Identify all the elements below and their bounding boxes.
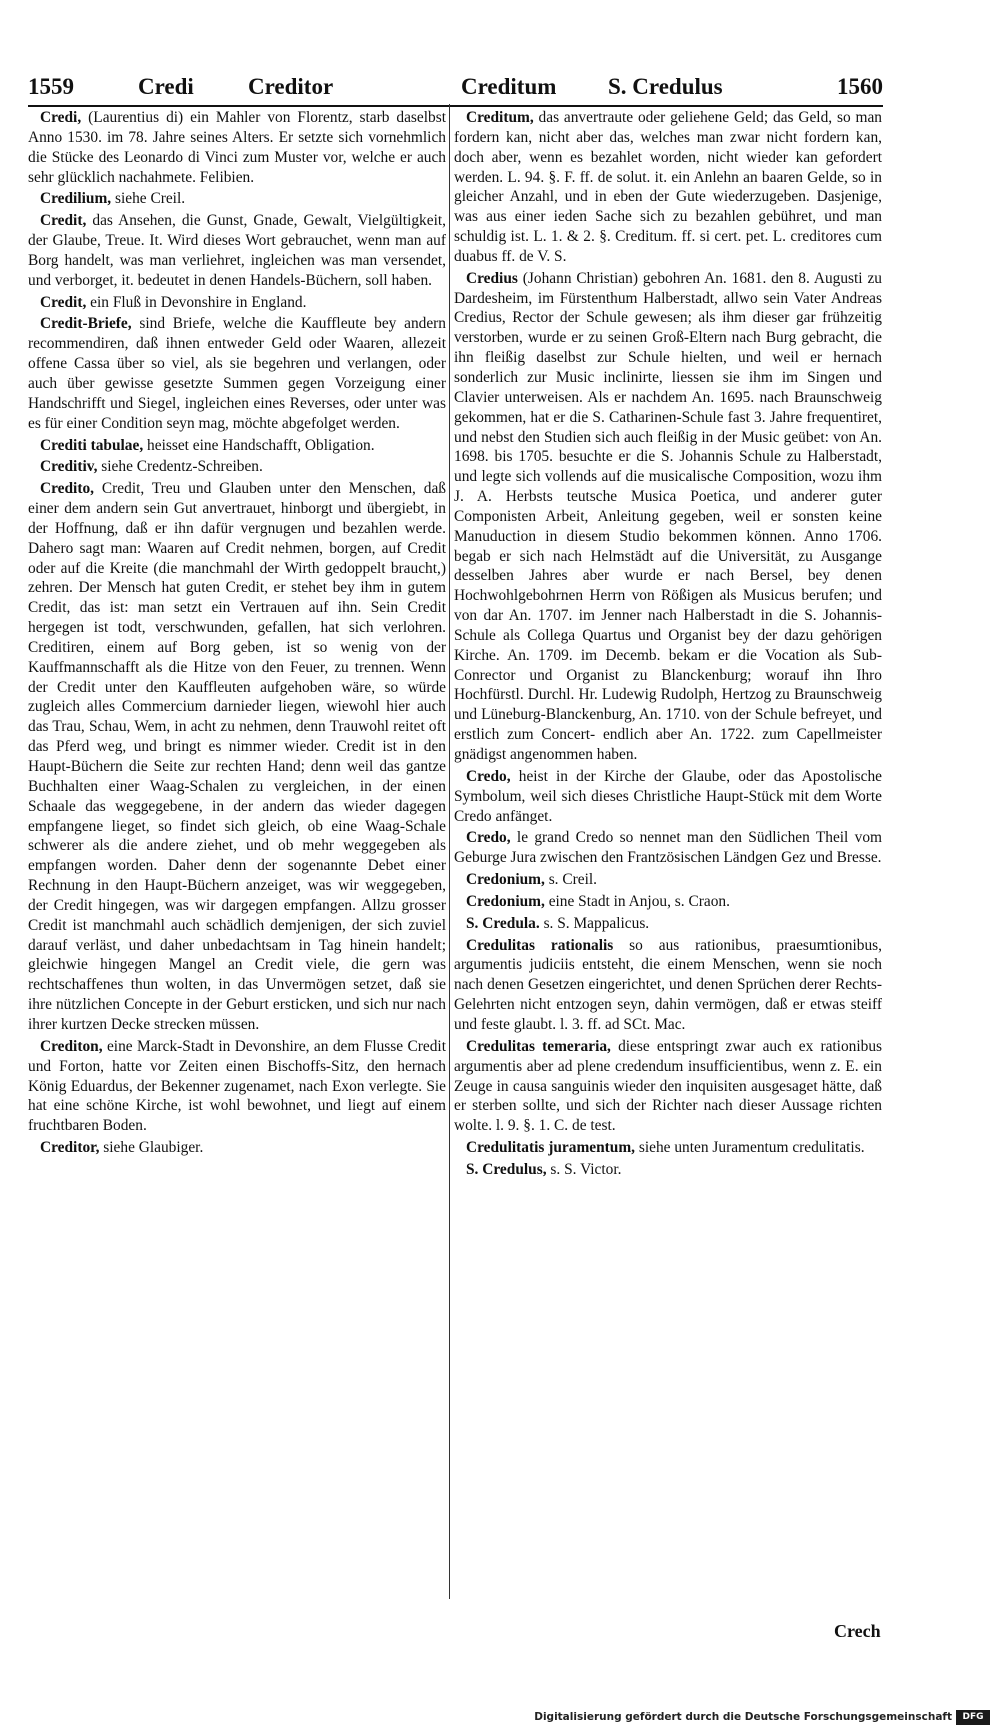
header-rule [28,105,883,107]
left-column [28,108,446,1160]
page-number-right: 1560 [837,74,883,99]
entry-credilium: Credilium, siehe Creil. [40,190,186,208]
entry-s-credula: S. Credula. s. S. Mappalicus. [466,914,650,932]
entry-credo-glaube: Credo, heist in der Kirche der Glaube, oder das Apostolische Symbolum, weil sich dieses Christliche Haupt-Stück mit dem Worte Credo anfänget. [454,767,882,825]
entry-credito: Credito, Credit, Treu und Glauben unter den Menschen, daß einer dem andern sein Gut anvertrauet, hinborgt und übergiebt, in der Hoffnung, daß er ihn dafür vergnugen und bezahlen werde. Dahero sagt man: Waaren auf Credit nehmen, borgen, auf Credit oder auf die Kreite (die manchmahl der Wirth gedoppelt braucht,) zehren. Der Mensch hat guten Credit, er stehet bey ihm in gutem Credit, das ist: man setzt ein Vertrauen auf ihn. Sein Credit hergegen ist todt, verschwunden, gefallen, hat sich verlohren. Creditiren, einem auf Borg geben, ist so wenig von der Kauffmannschafft als die Hitze von den Feuer, zu trennen. Wenn der Credit unter den Kauffleuten aufgehoben wäre, so würde zugleich alles Commercium darnieder liegen, wiewohl hier auch das Trau, Schau, Wem, in acht zu nehmen, denn Trauwohl reitet oft das Pferd weg, und bringt es nimmer wieder. Credit ist in den Haupt-Büchern die Seite zur rechten Hand; denn weil das gantze Buchhalten einer Waag-Schalen zu vergleichen, in der einen Schaale das weggegebene, in der andern das wieder dagegen empfangene lieget, so findet sich gleich, ob eine Waag-Schale schwerer als die andere ziehet, und ob mehr weggegeben als empfangen worden. Daher denn der sogenannte Debet einer Rechnung in den Haupt-Büchern anzeiget, was wir weggegeben, der Credit hingegen, was wir dargegen empfangen. Allzu grosser Credit ist manchmahl auch schädlich demjenigen, der sich zuviel darauf verläst, und daher unbedachtsam in Tag hinein handelt; gleichwie hingegen Mangel an Credit viele, die gern was rechtschaffenes thun wolten, in das Unvermögen setzet, daß sie ihre nützlichen Concepte in der Geburt ersticken, und sich nur nach ihrer kurtzen Decke strecken müssen. [28,480,446,1033]
header-word-credi: Credi [138,74,194,99]
page-number-left: 1559 [28,74,74,99]
entry-credit-ansehen: Credit, das Ansehen, die Gunst, Gnade, Gewalt, Vielgültigkeit, der Glaube, Treue. It. Wird dieses Wort gebrauchet, wenn man auf Borg handelt, was man verliehret, ingleichen was man versendet, und verborget, it. bedeutet in denen Handels-Büchern, soll haben. [28,212,446,289]
entry-crediton: Crediton, eine Marck-Stadt in Devonshire, an dem Flusse Credit und Forton, hatte vor Zeiten einen Bischoffs-Sitz, den hernach König Eduardus, der Bekenner zugenamet, nach Exon verlegte. Sie hat eine schöne Kirche, ist wohl bewohnet, und liegt auf einem fruchtbaren Boden. [28,1037,446,1135]
dfg-logo-icon: DFG [956,1710,990,1725]
entry-credulitas-rationalis: Credulitas rationalis so aus rationibus, praesumtionibus, argumentis judiciis entsteht, die einem Menschen, wenn sie noch nach denen Gesetzen eingerichtet, und denen Sprüchen derer Rechts-Gelehrten nicht entzogen seyn, dahin vermögen, daß er etwas steiff und feste glaubt. l. 3. ff. ad SCt. Mac. [454,936,882,1033]
header-word-credulus: S. Credulus [608,74,723,99]
entry-crediti-tabulae: Crediti tabulae, heisset eine Handschafft, Obligation. [40,436,375,454]
catchword: Crech [834,1621,881,1641]
entry-credit-fluss: Credit, ein Fluß in Devonshire in England. [40,293,307,311]
entry-creditor: Creditor, siehe Glaubiger. [40,1139,204,1157]
entry-credo-grand: Credo, le grand Credo so nennet man den Südlichen Theil vom Geburge Jura zwischen den Frantzösischen Ländgen Gez und Bresse. [454,829,882,867]
entry-credulitas-temeraria: Credulitas temeraria, diese entspringt zwar auch ex rationibus argumentis aber ad plene credendum insufficientibus, wenn z. E. ein Zeuge in causa sanguinis wieder den inquisiten ausgesaget hätte, daß er sterben sollte, und sich der Richter nach dieser Aussage richten wolte. l. 9. §. 1. C. de test. [454,1037,883,1135]
entry-credonium-stadt: Credonium, eine Stadt in Anjou, s. Craon. [466,892,730,910]
entry-credulitatis-juramentum: Credulitatis juramentum, siehe unten Juramentum credulitatis. [466,1139,865,1157]
page-header [28,74,883,104]
funding-note: Digitalisierung gefördert durch die Deutsche Forschungsgemeinschaft [534,1711,952,1723]
header-word-creditor: Creditor [248,74,334,99]
entry-credit-briefe: Credit-Briefe, sind Briefe, welche die Kauffleute bey andern recommendiren, daß ihnen entweder Geld oder Waaren, allezeit offene Cassa über so viel, als sie begehren und verlangen, oder auch über gewisse gesetzte Summen gegen Vorzeigung einer Handschrifft und Siegel, ingleichen eines Reverses, oder unter was es für einer Condition seyn mag, möchte abgefolget werden. [28,315,446,432]
column-divider [449,104,450,1599]
entry-credonium-creil: Credonium, s. Creil. [466,871,597,889]
digitization-footer [520,1710,990,1726]
header-word-creditum: Creditum [461,74,557,99]
entry-credius: Credius (Johann Christian) gebohren An. 1681. den 8. Augusti zu Dardesheim, im Fürstenthum Halberstadt, allwo sein Vater Andreas Credius, Rector der Schule gewesen; als ihm dieser gar frühzeitig verstorben, wurde er zu seinen Groß-Eltern nach Burg gebracht, die ihn fleißig daselbst zur Schule hielten, und weil er hernach sonderlich zur Music inclinirte, liessen sie ihm im Singen und Clavier unterweisen. Als er nachdem An. 1695. nach Braunschweig gekommen, hat er die S. Catharinen-Schule fast 3. Jahre frequentiret, und nebst den Studien sich auch fleißig in der Music geübet: von An. 1698. bis 1705. besuchte er die S. Johannis Schule zu Halberstadt, und legte sich vollends auf die musicalische Composition, wozu ihm J. A. Herbsts teutsche Musica Poetica, und anderer guter Componisten Arbeit, Anleitung gegeben, weil er sonsten keine Manuduction in diesem Studio bekommen können. Anno 1706. begab er sich nach Helmstädt auf die Universität, zu Ausgange desselben Jahres aber wurde er nach Bersel, bey denen Hochwohlgebohrnen Herrn von Rößigen als Musicus berufen; und von dar An. 1707. im Jenner nach Halberstadt in die S. Johannis-Schule als Collega Quartus und Organist bey der dazu gehörigen Kirche. An. 1709. im Decemb. bekam er die Vocation als Sub-Conrector und Organist zu Blanckenburg; worauf ihn Ihro Hochfürstl. Durchl. Hr. Ludewig Rudolph, Hertzog zu Braunschweig und Lüneburg-Blanckenburg, An. 1710. von der Schule befreyet, und erstlich zum Concert- endlich aber An. 1722. zum Capellmeister gnädigst angenommen haben. [454,269,882,763]
entry-s-credulus: S. Credulus, s. S. Victor. [466,1160,622,1178]
right-column [454,108,882,1182]
entry-creditum: Creditum, das anvertraute oder geliehene Geld; das Geld, so man fordern kan, nicht aber das, welches man zwar nicht fordern kan, doch aber, wenn es bezahlet worden, nicht wieder kan gefordert werden. L. 94. §. F. ff. de solut. it. ein Anlehn an baaren Gelde, so in gleicher Anzahl, und in eben der Gute wiederzugeben. Dasjenige, was aus einer ieden Sache sich zu bezahlen gebühret, und man schuldig ist. L. 1. & 2. §. Creditum. ff. si cert. pet. L. creditores cum duabus ff. de V. S. [454,109,882,265]
entry-credi-laurentius: Credi, (Laurentius di) ein Mahler von Florentz, starb daselbst Anno 1530. im 78. Jahre seines Alters. Er setzte sich vornehmlich die Stücke des Leonardo di Vinci zum Muster vor, welche er auch sehr glücklich nachahmete. Felibien. [28,109,446,186]
entry-creditiv: Creditiv, siehe Credentz-Schreiben. [40,458,263,476]
